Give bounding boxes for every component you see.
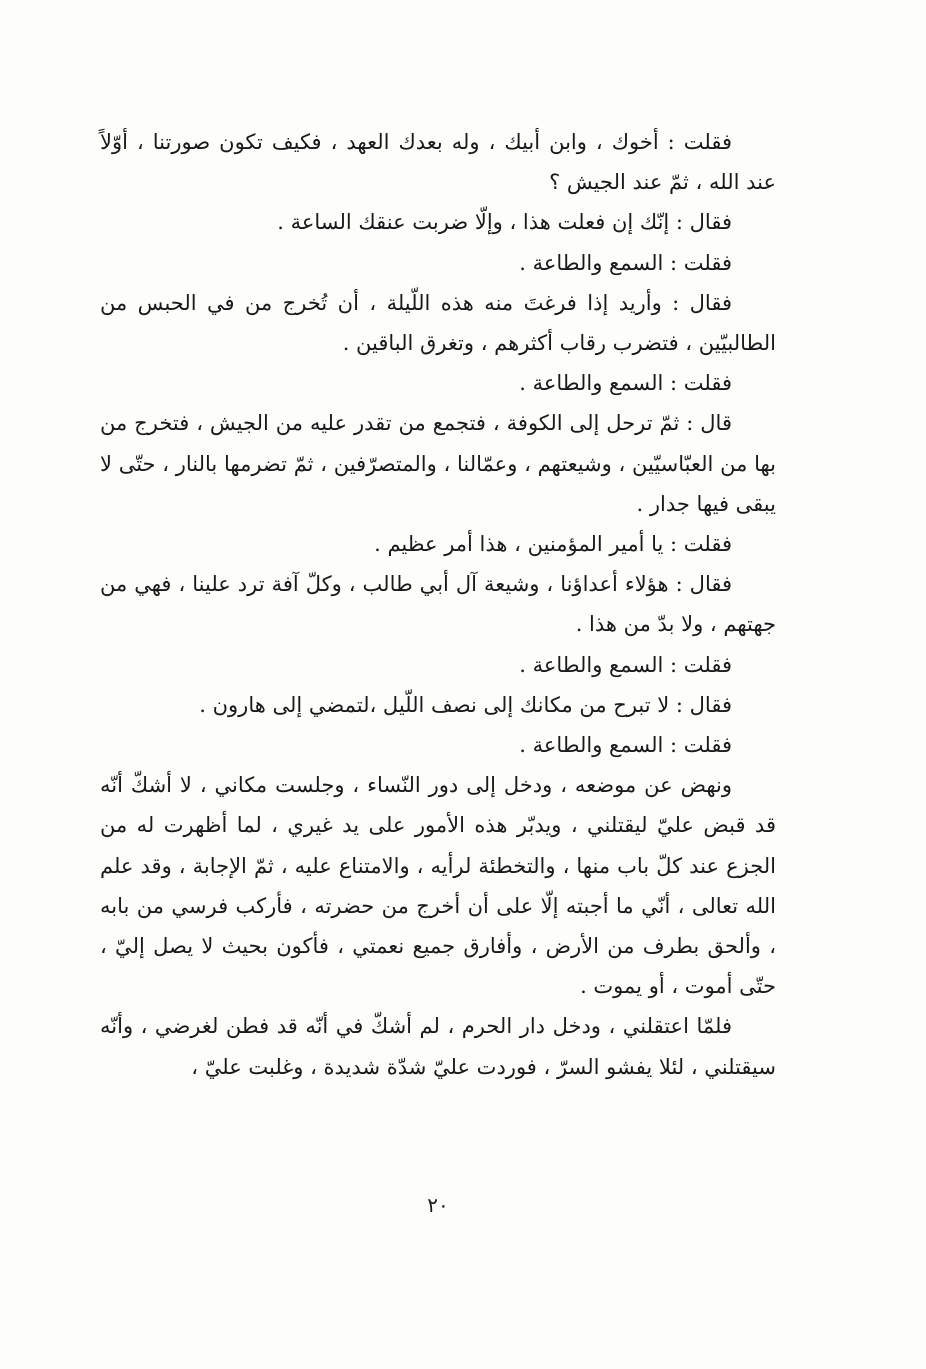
paragraph: فقلت : السمع والطاعة . (519, 250, 732, 275)
paragraph: فقلت : أخوك ، وابن أبيك ، وله بعدك العهد ، فكيف تكون صورتنا ، أوّلاً عند الله ، ثمّ عند الجيش ؟ (100, 130, 776, 195)
paragraph: فقلت : يا أمير المؤمنين ، هذا أمر عظيم . (374, 532, 732, 557)
paragraph: فقلت : السمع والطاعة . (519, 371, 732, 396)
paragraph: فقال : إنّك إن فعلت هذا ، وإلّا ضربت عنقك الساعة . (277, 210, 732, 235)
paragraph: قال : ثمّ ترحل إلى الكوفة ، فتجمع من تقدر عليه من الجيش ، فتخرج من بها من العبّاسيّين ، وشيعتهم ، وعمّالنا ، والمتصرّفين ، ثمّ تضرمها بالنار ، حتّى لا يبقى فيها جدار . (100, 411, 776, 516)
paragraph: فقال : هؤلاء أعداؤنا ، وشيعة آل أبي طالب ، وكلّ آفة ترد علينا ، فهي من جهتهم ، ولا بدّ من هذا . (100, 572, 776, 637)
paragraph: فقال : وأريد إذا فرغتَ منه هذه اللّيلة ، أن تُخرج من في الحبس من الطالبيّين ، فتضرب رقاب أكثرهم ، وتغرق الباقين . (100, 290, 776, 356)
paragraph: فقلت : السمع والطاعة . (519, 733, 732, 758)
body-text (100, 122, 776, 1087)
paragraph: فقال : لا تبرح من مكانك إلى نصف اللّيل ،لتمضي إلى هارون . (199, 692, 732, 717)
paragraph: فقلت : السمع والطاعة . (519, 652, 732, 677)
page-number: ٢٠ (427, 1193, 449, 1217)
paragraph: فلمّا اعتقلني ، ودخل دار الحرم ، لم أشكّ في أنّه قد فطن لغرضي ، وأنّه سيقتلني ، لئلا يفشو السرّ ، فوردت عليّ شدّة شديدة ، وغلبت عليّ ، (100, 1014, 776, 1079)
paragraph: ونهض عن موضعه ، ودخل إلى دور النّساء ، وجلست مكاني ، لا أشكّ أنّه قد قبض عليّ ليقتلني ، ويدبّر هذه الأمور على يد غيري ، لما أظهرت له من الجزع عند كلّ باب منها ، والتخطئة لرأيه ، والامتناع عليه ، ثمّ الإجابة ، وقد علم الله تعالى ، أنّي ما أجبته إلّا على أن أخرج من حضرته ، فأركب فرسي من بابه ، وألحق بطرف من الأرض ، وأفارق جميع نعمتي ، فأكون بحيث لا يصل إليّ ، حتّى أموت ، أو يموت . (100, 773, 776, 999)
